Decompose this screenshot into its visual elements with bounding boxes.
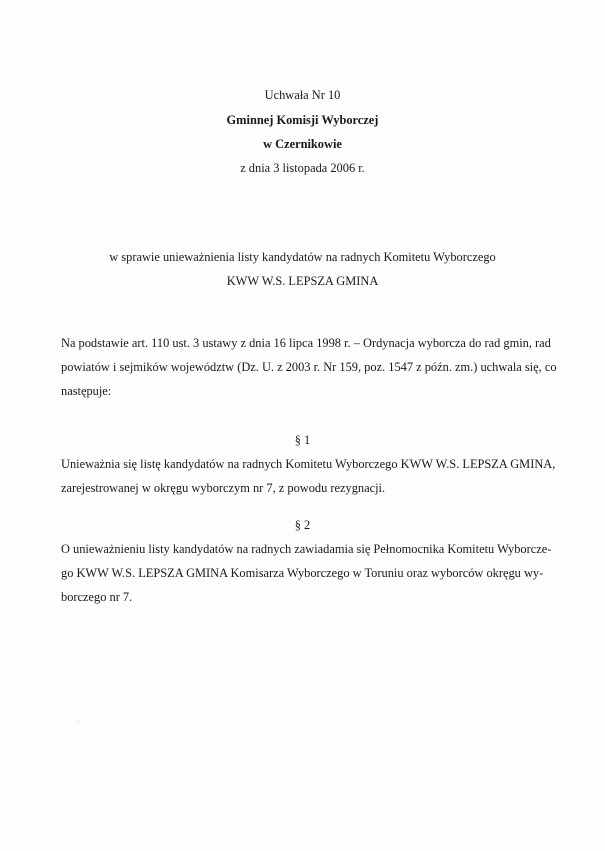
- section-1-line-1: Unieważnia się listę kandydatów na radnych Komitetu Wyborczego KWW W.S. LEPSZA GMINA,: [61, 457, 556, 471]
- section-2-line-2: go KWW W.S. LEPSZA GMINA Komisarza Wyborczego w Toruniu oraz wyborców okręgu wy-: [61, 566, 544, 580]
- section-1-heading: § 1: [294, 433, 311, 447]
- preamble-line-1: Na podstawie art. 110 ust. 3 ustawy z dnia 16 lipca 1998 r. – Ordynacja wyborcza do rad gmin, rad: [61, 336, 551, 350]
- commission-location: w Czernikowie: [263, 137, 342, 151]
- commission-name: Gminnej Komisji Wyborczej: [226, 113, 379, 127]
- subject-line-2: KWW W.S. LEPSZA GMINA: [226, 274, 379, 288]
- section-2-heading: § 2: [294, 518, 311, 532]
- resolution-date: z dnia 3 listopada 2006 r.: [240, 161, 365, 175]
- section-2-line-1: O unieważnieniu listy kandydatów na radnych zawiadamia się Pełnomocnika Komitetu Wyborcze-: [61, 542, 552, 556]
- preamble-line-3: następuje:: [61, 384, 112, 398]
- section-1-line-2: zarejestrowanej w okręgu wyborczym nr 7, z powodu rezygnacji.: [61, 481, 386, 495]
- resolution-title: Uchwała Nr 10: [264, 88, 341, 102]
- subject-line-1: w sprawie unieważnienia listy kandydatów na radnych Komitetu Wyborczego: [109, 250, 496, 264]
- section-2-line-3: borczego nr 7.: [61, 590, 133, 604]
- scan-speck: [78, 721, 79, 722]
- preamble-line-2: powiatów i sejmików województw (Dz. U. z 2003 r. Nr 159, poz. 1547 z późn. zm.) uchwala się, co: [61, 360, 557, 374]
